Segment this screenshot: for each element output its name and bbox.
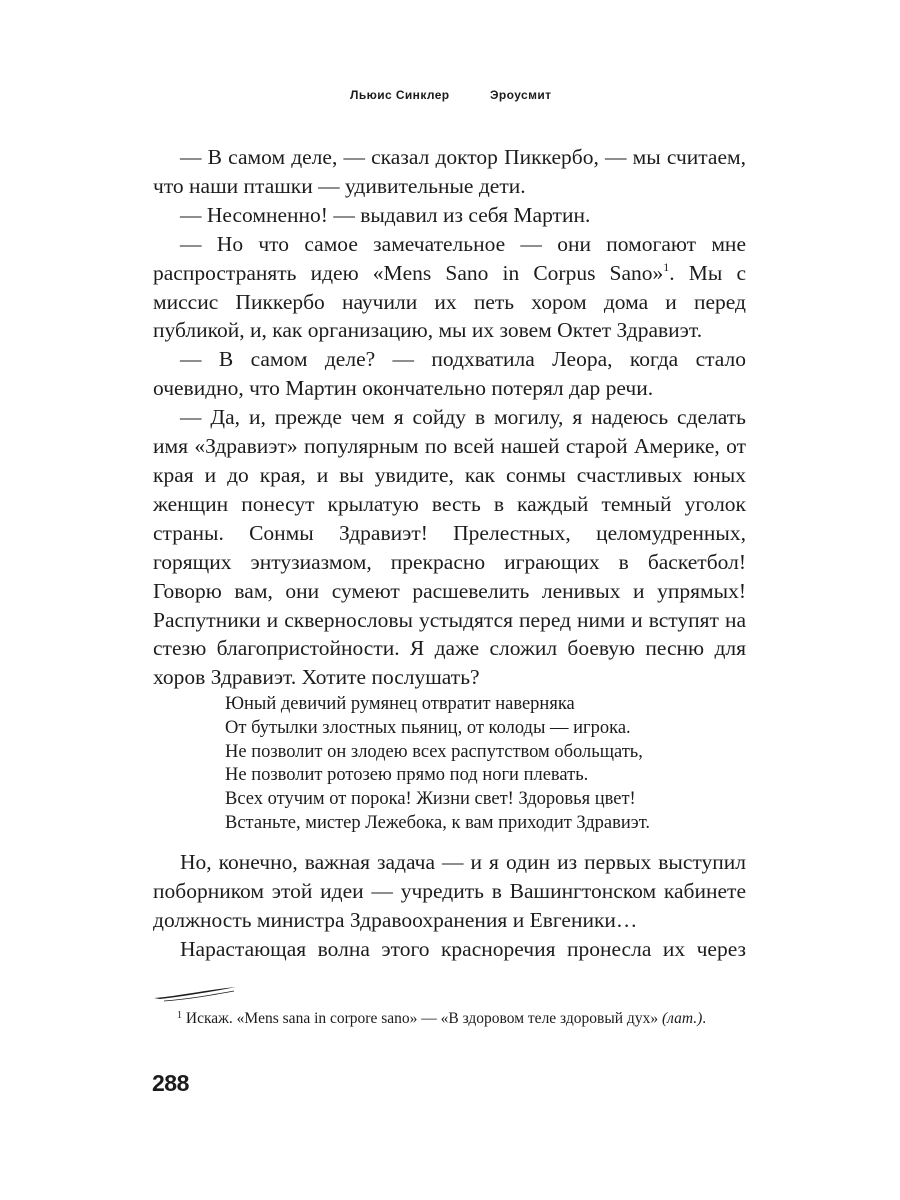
paragraph: — В самом деле? — подхватила Леора, когда стало очевидно, что Мартин окончательно потерял дар речи. <box>153 347 746 401</box>
verse-line: Не позволит он злодею всех распутством обольщать, <box>225 741 643 762</box>
verse-line: Юный девичий румянец отвратит наверняка <box>225 694 575 714</box>
main-text-continued <box>153 848 746 964</box>
verse-line: Встаньте, мистер Лежебока, к вам приходит Здравиэт. <box>225 812 651 833</box>
paragraph: — В самом деле, — сказал доктор Пиккербо, — мы считаем, что наши пташки — удивительные дети. <box>153 145 746 198</box>
paragraph-text: . Мы с миссис Пиккербо научили их петь хором дома и перед публикой, и, как организацию, мы их зовем Октет Здравиэт. <box>153 260 746 343</box>
paragraph <box>153 230 746 346</box>
verse-line: Не позволит ротозею прямо под ноги плевать. <box>225 765 589 786</box>
paragraph: Но, конечно, важная задача — и я один из первых выступил поборником этой идеи — учредить в Вашингтонском кабинете должность министра Здравоохранения и Евгеники… <box>153 850 746 932</box>
page-number: 288 <box>152 1070 189 1096</box>
paragraph: — Несомненно! — выдавил из себя Мартин. <box>180 202 591 227</box>
header-book-title: Эроусмит <box>490 88 552 102</box>
footnote-text: Искаж. «Mens sana in corpore sano» — «В здоровом теле здоровый дух» <box>182 1010 662 1027</box>
main-text <box>153 143 746 692</box>
footnote-separator-icon <box>150 984 240 1004</box>
paragraph: Нарастающая волна этого красноречия пронесла их через <box>180 936 746 961</box>
header-author: Льюис Синклер <box>350 88 450 102</box>
footnote <box>153 1008 746 1030</box>
verse-line: Всех отучим от порока! Жизни свет! Здоровья цвет! <box>225 789 636 810</box>
verse-line: От бутылки злостных пьяниц, от колоды — игрока. <box>225 717 631 738</box>
footnote-marker: 1 <box>177 1010 182 1021</box>
footnote-end: . <box>702 1010 707 1027</box>
song-verse <box>225 693 745 836</box>
paragraph-text: — Но что самое замечательное — они помогают мне распространять идею «Mens Sano in Corpus Sano» <box>153 231 746 285</box>
footnote-ref: 1 <box>663 259 670 274</box>
paragraph: — Да, и, прежде чем я сойду в могилу, я надеюсь сделать имя «Здравиэт» популярным по всей нашей старой Америке, от края и до края, и вы увидите, как сонмы счастливых юных женщин понесут крылатую весть в каждый темный уголок страны. Сонмы Здравиэт! Прелестных, целомудренных, горящих энтузиазмом, прекрасно играющих в баскетбол! Говорю вам, они сумеют расшевелить ленивых и упрямых! Распутники и сквернословы устыдятся перед ними и вступят на стезю благопристойности. Я даже сложил боевую песню для хоров Здравиэт. Хотите послушать? <box>153 405 746 690</box>
footnote-lang: (лат.) <box>661 1010 703 1027</box>
running-header <box>0 88 900 108</box>
